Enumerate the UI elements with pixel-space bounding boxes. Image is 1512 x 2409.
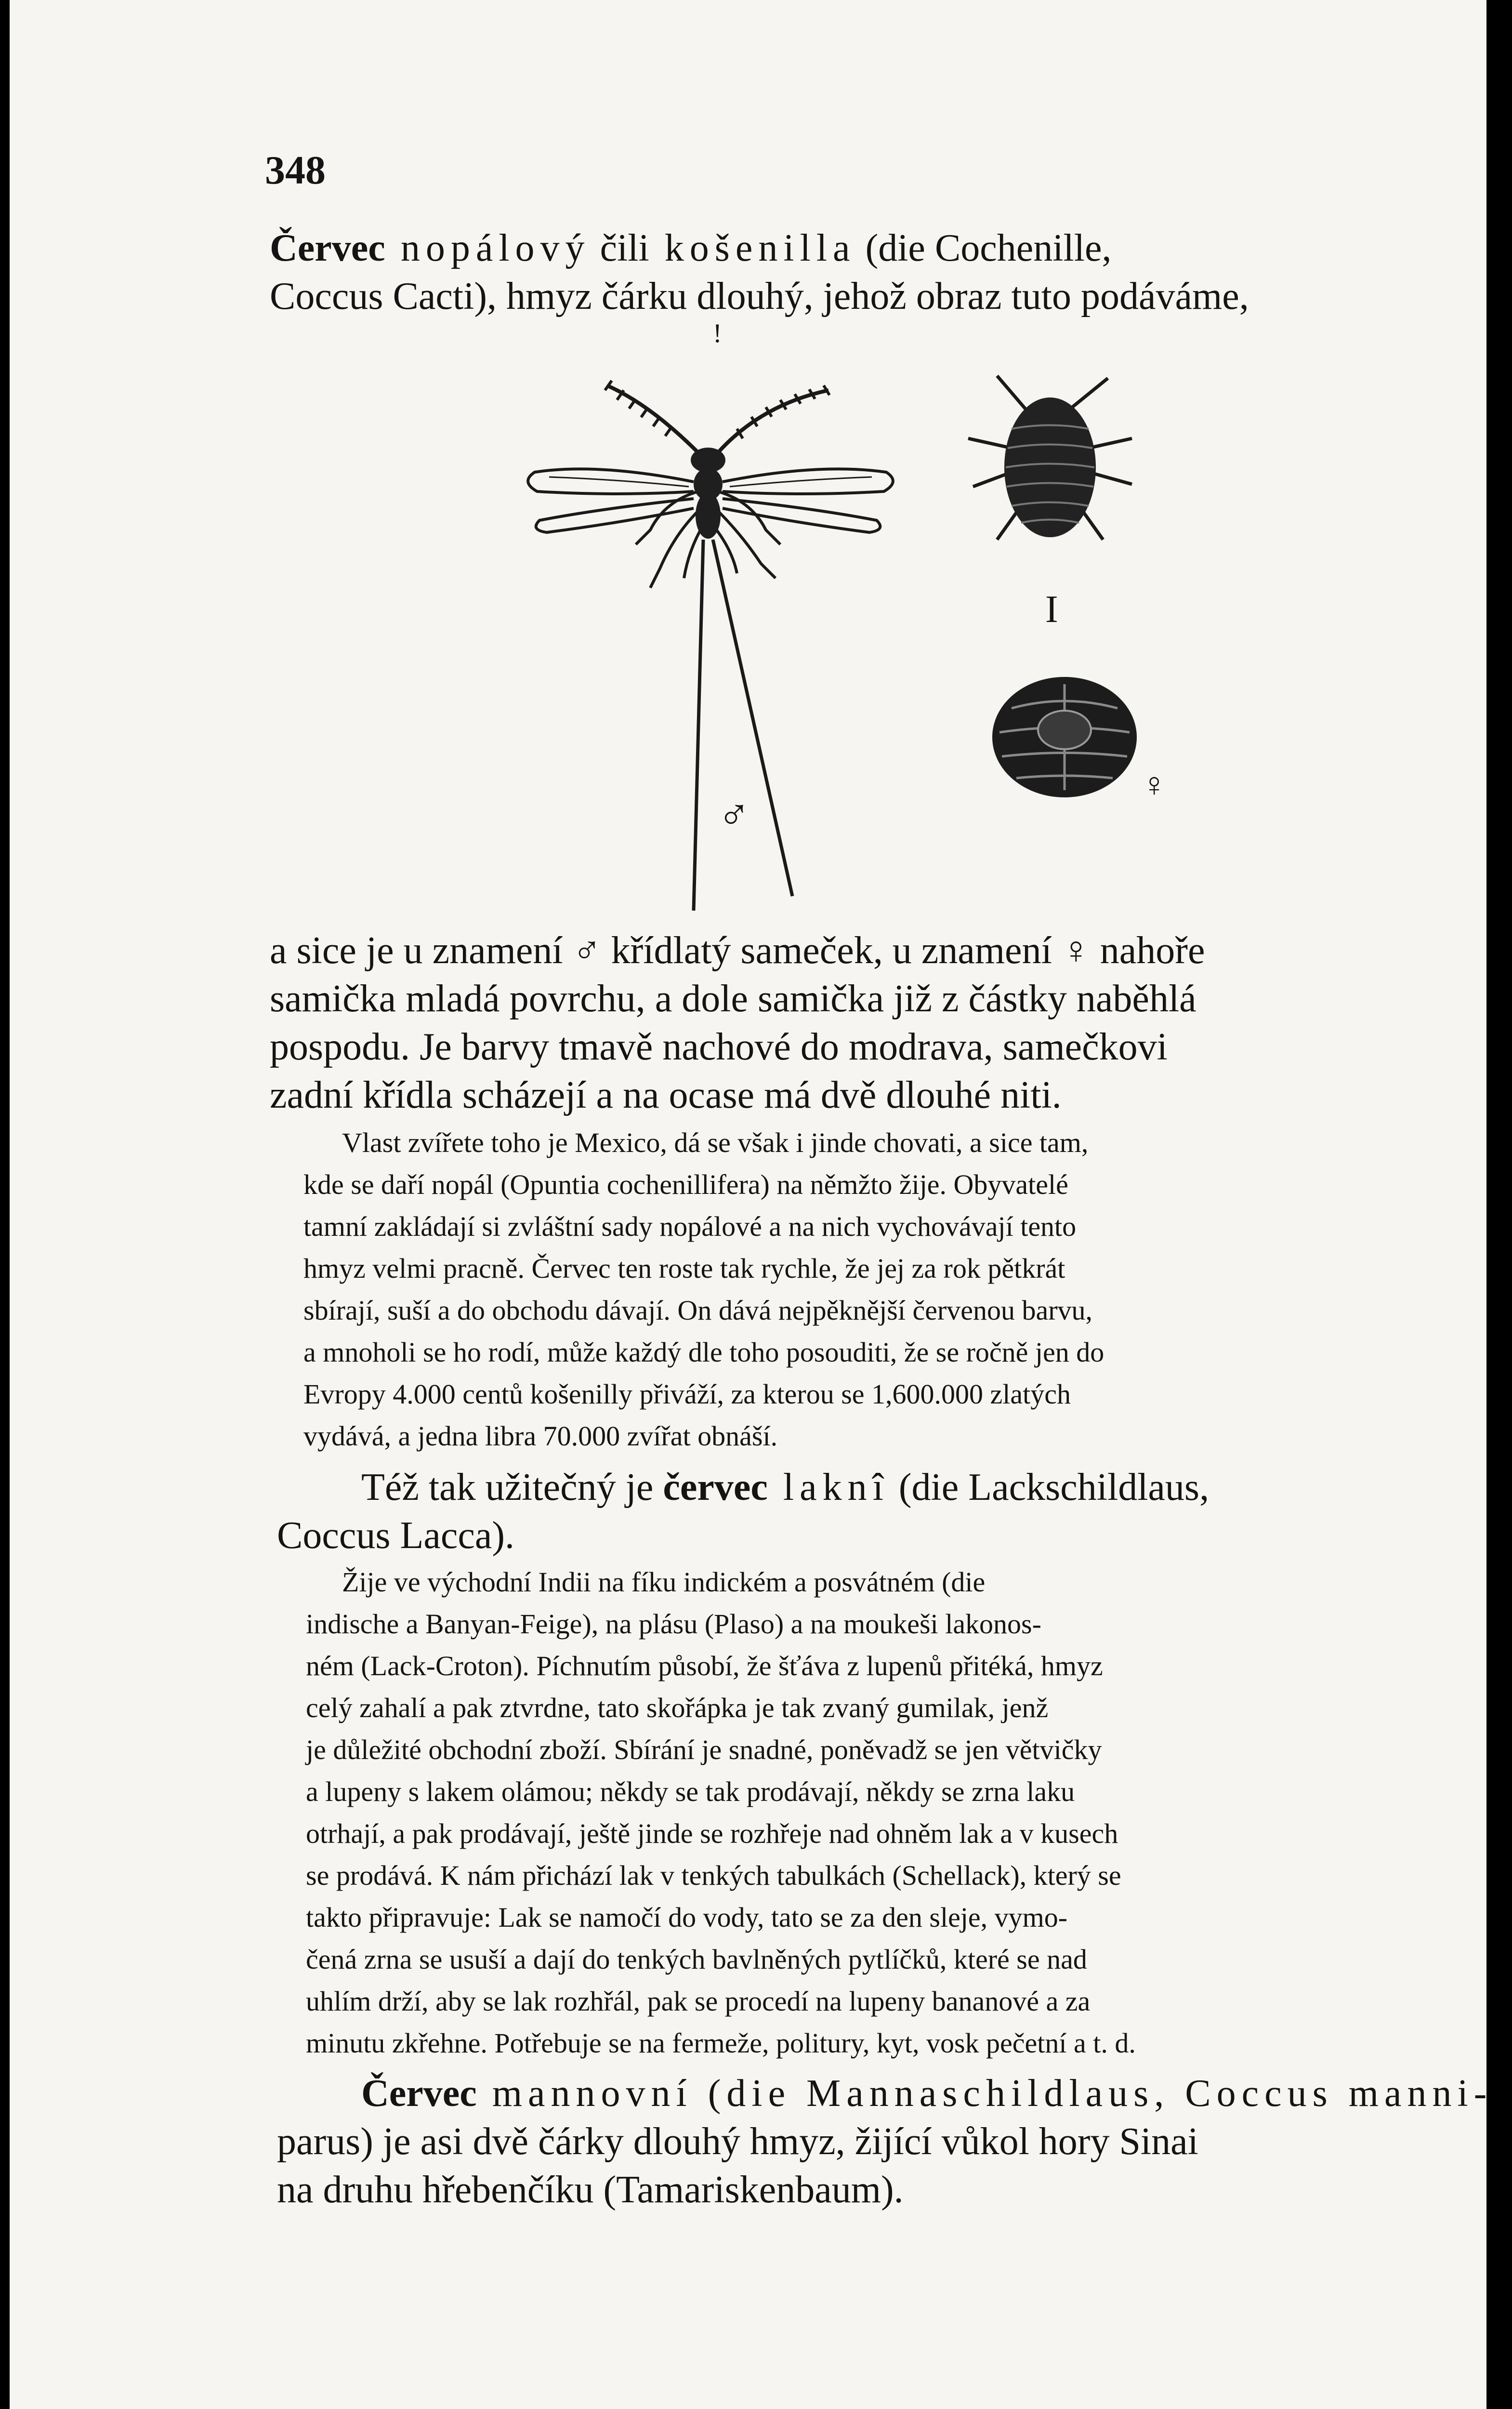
insect-figure	[491, 318, 1407, 920]
para5-line3: ném (Lack-Croton). Píchnutím působí, že šťáva z lupenů přitéká, hmyz	[306, 1650, 1103, 1681]
term-cervec-lakni: červec	[663, 1466, 768, 1509]
para3-line3: tamní zakládají si zvláštní sady nopálové a na nich vychovávají tento	[303, 1211, 1077, 1242]
para3-line6: a mnoholi se ho rodí, může každý dle toho posouditi, že se ročně jen do	[303, 1337, 1104, 1368]
figure-between-mark: I	[1045, 588, 1058, 631]
book-page	[10, 0, 1493, 2409]
para5-line2: indische a Banyan-Feige), na plásu (Plaso) a na moukeši lakonos-	[306, 1608, 1041, 1640]
para2-line3: pospodu. Je barvy tmavě nachové do modrava, samečkovi	[270, 1026, 1168, 1068]
page-number: 348	[265, 148, 326, 193]
para3-line4: hmyz velmi pracně. Červec ten roste tak rychle, že jej za rok pětkrát	[303, 1253, 1065, 1284]
para3-line7: Evropy 4.000 centů košenilly přiváží, za kterou se 1,600.000 zlatých	[303, 1378, 1071, 1410]
para3-line1: Vlast zvířete toho je Mexico, dá se však i jinde chovati, a sice tam,	[342, 1127, 1089, 1158]
term-cervec: Červec	[270, 227, 385, 269]
para5-line8: se prodává. K nám přichází lak v tenkých tabulkách (Schellack), který se	[306, 1860, 1121, 1891]
term-cervec-mannovni: Červec	[361, 2072, 477, 2115]
para5-line1: Žije ve východní Indii na fíku indickém a posvátném (die	[342, 1566, 986, 1598]
para2-line2: samička mladá povrchu, a dole samička již z částky naběhlá	[270, 978, 1196, 1020]
para1-line2: Coccus Cacti), hmyz čárku dlouhý, jehož obraz tuto podáváme,	[270, 275, 1249, 318]
para3-line2: kde se daří nopál (Opuntia cochenillifera) na němžto žije. Obyvatelé	[303, 1169, 1068, 1200]
female-symbol: ♀	[1142, 767, 1167, 804]
figure-top-mark: !	[713, 318, 722, 348]
para6-line1: Červec mannovní (die Mannaschildlaus, Coccus manni-	[361, 2072, 1493, 2115]
para2-line1: a sice je u znamení ♂ křídlatý sameček, u znamení ♀ nahoře	[270, 929, 1205, 972]
para4-line2: Coccus Lacca).	[277, 1514, 515, 1557]
para5-line7: otrhají, a pak prodávají, ještě jinde se rozhřeje nad ohněm lak a v kusech	[306, 1818, 1118, 1849]
para5-line10: čená zrna se usuší a dají do tenkých bavlněných pytlíčků, které se nad	[306, 1944, 1087, 1975]
para2-line4: zadní křídla scházejí a na ocase má dvě dlouhé niti.	[270, 1074, 1062, 1116]
para1-line1: Červec nopálový čili košenilla (die Cochenille,	[270, 227, 1112, 269]
para4-line1: Též tak užitečný je červec laknî (die Lackschildlaus,	[361, 1466, 1210, 1509]
male-insect-drawing	[491, 318, 925, 920]
para5-line9: takto připravuje: Lak se namočí do vody, tato se za den sleje, vymo-	[306, 1902, 1068, 1933]
para6-line2: parus) je asi dvě čárky dlouhý hmyz, žijící vůkol hory Sinai	[277, 2120, 1198, 2163]
para6-line3: na druhu hřebenčíku (Tamariskenbaum).	[277, 2169, 904, 2211]
male-symbol: ♂	[718, 791, 750, 839]
para5-line12: minutu zkřehne. Potřebuje se na fermeže, politury, kyt, vosk pečetní a t. d.	[306, 2027, 1136, 2059]
para5-line11: uhlím drží, aby se lak rozhřál, pak se procedí na lupeny bananové a za	[306, 1985, 1091, 2017]
young-female-drawing	[949, 366, 1151, 569]
para3-line5: sbírají, suší a do obchodu dávají. On dává nejpěknější červenou barvu,	[303, 1295, 1093, 1326]
para5-line4: celý zahalí a pak ztvrdne, tato skořápka je tak zvaný gumilak, jenž	[306, 1692, 1049, 1723]
para5-line5: je důležité obchodní zboží. Sbírání je snadné, poněvadž se jen větvičky	[306, 1734, 1102, 1765]
mature-female-drawing	[978, 665, 1151, 809]
para5-line6: a lupeny s lakem olámou; někdy se tak prodávají, někdy se zrna laku	[306, 1776, 1075, 1807]
para3-line8: vydává, a jedna libra 70.000 zvířat obnáší.	[303, 1420, 778, 1452]
